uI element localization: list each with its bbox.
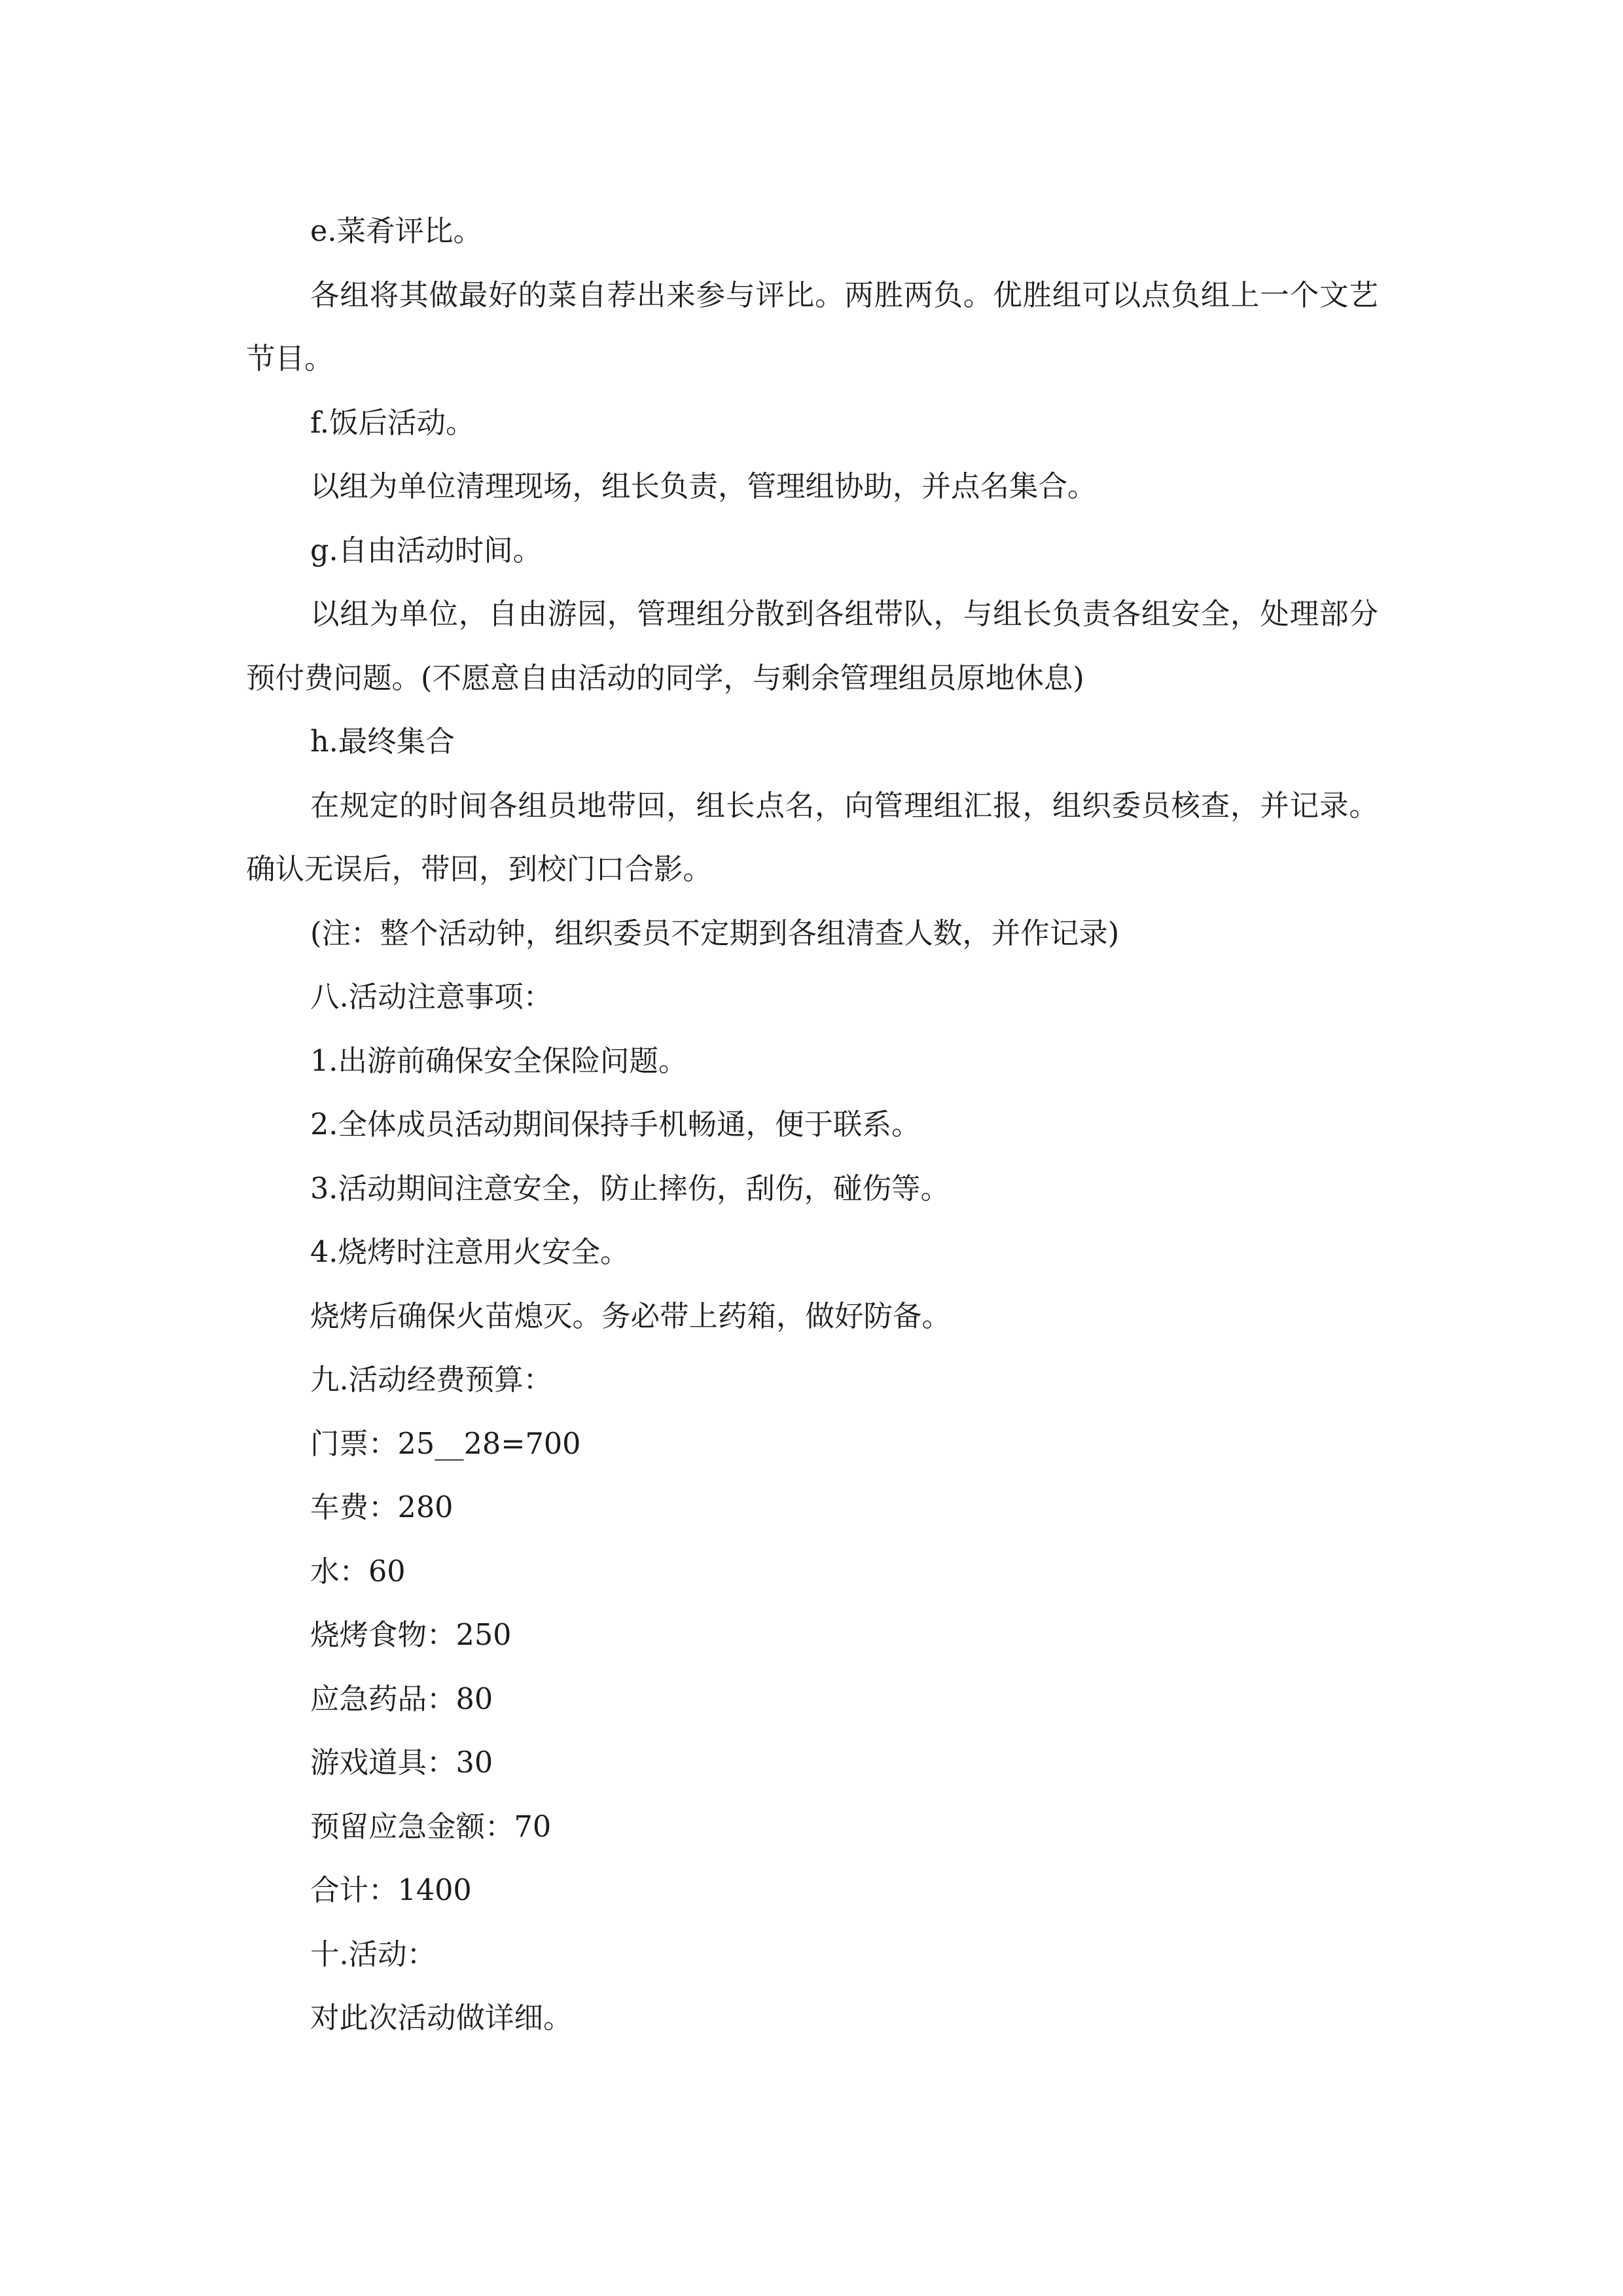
budget-line-water: 水：60 (310, 1554, 406, 1588)
section-heading-8: 八.活动注意事项： (310, 980, 553, 1014)
paragraph-after-meal: 以组为单位清理现场，组长负责，管理组协助，并点名集合。 (310, 470, 1097, 503)
budget-line-game-props: 游戏道具：30 (310, 1746, 493, 1780)
list-item-4: 4.烧烤时注意用火安全。 (310, 1236, 630, 1269)
section-heading-9: 九.活动经费预算： (310, 1363, 553, 1397)
paragraph-final-gathering: 在规定的时间各组员地带回，组长点名，向管理组汇报，组织委员核查，并记录。确认无误后，带回，到校门口合影。 (246, 789, 1378, 886)
heading-h-final-gathering: h.最终集合 (310, 725, 455, 759)
paragraph-fire-safety: 烧烤后确保火苗熄灭。务必带上药箱，做好防备。 (310, 1299, 952, 1333)
budget-line-reserve: 预留应急金额：70 (310, 1810, 552, 1844)
list-item-3: 3.活动期间注意安全，防止摔伤，刮伤，碰伤等。 (310, 1172, 950, 1206)
budget-line-bbq-food: 烧烤食物：250 (310, 1619, 512, 1652)
budget-line-medicine: 应急药品：80 (310, 1682, 493, 1716)
budget-line-transport: 车费：280 (310, 1491, 454, 1524)
paragraph-closing: 对此次活动做详细。 (310, 2001, 573, 2035)
list-item-2: 2.全体成员活动期间保持手机畅通，便于联系。 (310, 1108, 921, 1141)
heading-g-free-time: g.自由活动时间。 (310, 533, 543, 567)
budget-line-tickets: 门票：25__28=700 (310, 1427, 581, 1461)
document-body (246, 200, 1378, 2051)
section-heading-10: 十.活动： (310, 1937, 437, 1971)
paragraph-dish-contest: 各组将其做最好的菜自荐出来参与评比。两胜两负。优胜组可以点负组上一个文艺节目。 (246, 278, 1378, 376)
list-item-1: 1.出游前确保安全保险问题。 (310, 1044, 688, 1078)
note-paragraph: (注：整个活动钟，组织委员不定期到各组清查人数，并作记录) (310, 916, 1120, 950)
paragraph-free-time: 以组为单位，自由游园，管理组分散到各组带队，与组长负责各组安全，处理部分预付费问题。(不愿意自由活动的同学，与剩余管理组员原地休息) (246, 598, 1378, 695)
budget-line-total: 合计：1400 (310, 1874, 472, 1907)
heading-f-after-meal: f.饭后活动。 (310, 406, 475, 440)
heading-e-dish-contest: e.菜肴评比。 (310, 215, 482, 248)
